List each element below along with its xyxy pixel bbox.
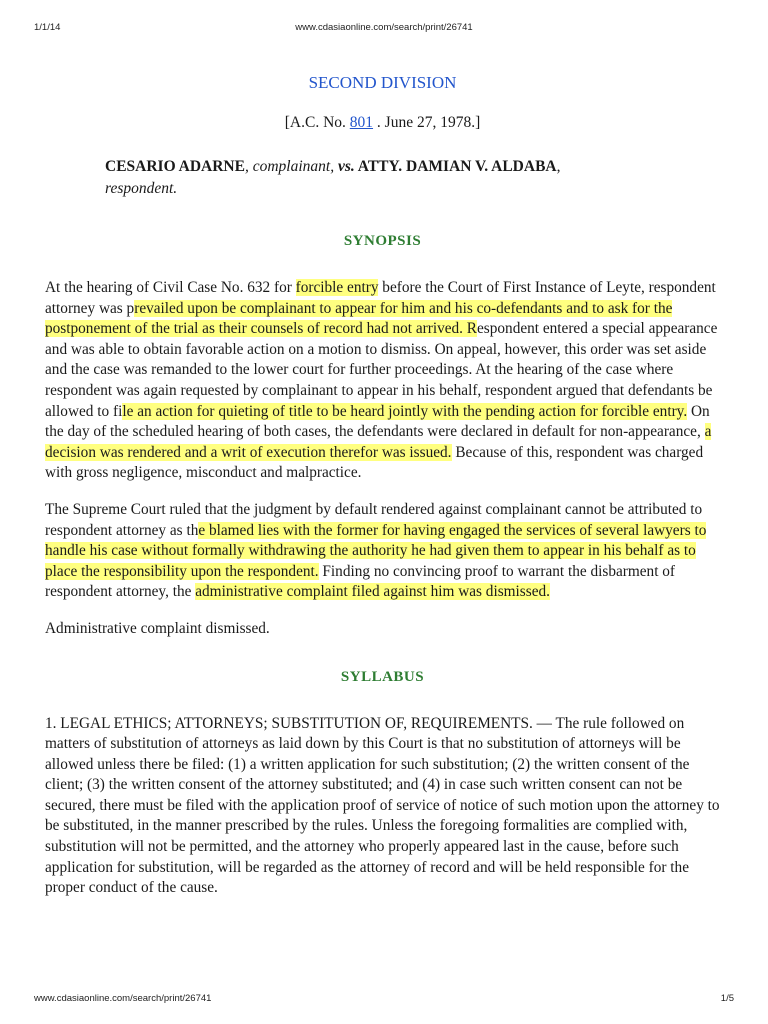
synopsis-paragraph-2 [45, 500, 720, 603]
syllabus-paragraph-1: 1. LEGAL ETHICS; ATTORNEYS; SUBSTITUTION OF, REQUIREMENTS. — The rule followed on matters of substitution of attorneys as laid down by this Court is that no substitution of attorneys will be allowed unless there be filed: (1) a written application for such substitution; (2) the written consent of the client; (3) the written consent of the attorney substituted; and (4) in case such written consent can not be secured, there must be filed with the application proof of service of notice of such motion upon the attorney to be substituted, in the manner prescribed by the rules. Unless the foregoing formalities are complied with, substitution will not be permitted, and the attorney who properly appeared last in the cause, before such application for substitution, will be regarded as the attorney of record and will be held responsible for the proper conduct of the cause. [45, 714, 720, 897]
highlight-run: revailed upon be complainant to appear for him and his co-defendants and to ask for the postponement of the trial as their counsels of record had not arrived. R [45, 299, 673, 338]
case-ref-date: . June 27, 1978.] [373, 114, 481, 131]
text-run: Because of this, respondent was charged with gross negligence, misconduct and malpractice. [45, 443, 704, 482]
parties-comma: , [556, 158, 561, 175]
complainant-role: , complainant, [244, 158, 338, 175]
division-title: SECOND DIVISION [308, 73, 457, 92]
footer-url: www.cdasiaonline.com/search/print/26741 [34, 993, 212, 1004]
text-run: At the hearing of Civil Case No. 632 for [45, 279, 296, 296]
highlight-run: forcible entry [295, 279, 379, 296]
text-run: before the Court of First Instance of Leyte, respondent attorney was p [45, 279, 716, 317]
highlight-run: a decision was rendered and a writ of execution therefor was issued. [45, 423, 712, 461]
synopsis-paragraph-1 [45, 278, 720, 484]
highlight-run: le an action for quieting of title to be heard jointly with the pending action for forcible entry. [122, 402, 688, 420]
print-date: 1/1/14 [34, 22, 61, 33]
text-run: The Supreme Court ruled that the judgment by default rendered against complainant cannot be attributed to respondent attorney as th [45, 500, 703, 539]
highlight-run: administrative complaint filed against him was dismissed. [195, 583, 550, 601]
page-number: 1/5 [720, 993, 734, 1004]
respondent-name: ATTY. DAMIAN V. ALDABA [354, 158, 557, 175]
print-url: www.cdasiaonline.com/search/print/26741 [295, 22, 473, 33]
respondent-role: respondent. [105, 180, 178, 197]
case-parties [105, 156, 720, 200]
case-reference [45, 112, 720, 134]
case-number-link[interactable]: 801 [349, 114, 374, 131]
text-run: espondent entered a special appearance and was able to obtain favorable action on a motion to dismiss. On appeal, however, this order was set aside and the case was remanded to the lower court for further proceedings. At the hearing of the case where respondent was again requested by complainant to appear in his behalf, respondent argued that defendants be allowed to fi [45, 320, 718, 420]
versus-label: vs. [337, 158, 355, 175]
syllabus-heading: SYLLABUS [340, 668, 425, 685]
document-body [45, 64, 720, 899]
case-ref-open: [A.C. No. [284, 114, 350, 131]
text-run: On the day of the scheduled hearing of both cases, the defendants were declared in default for non-appearance, [45, 402, 710, 441]
synopsis-heading: SYNOPSIS [343, 233, 422, 249]
text-run: Finding no convincing proof to warrant the disbarment of respondent attorney, the [45, 562, 676, 601]
complainant-name: CESARIO ADARNE [105, 158, 245, 175]
synopsis-paragraph-3: Administrative complaint dismissed. [45, 619, 270, 637]
highlight-run: e blamed lies with the former for having engaged the services of several lawyers to handle his case without formally withdrawing the authority he had given them to appear in his behalf as to place the responsibility upon the respondent. [45, 521, 707, 580]
